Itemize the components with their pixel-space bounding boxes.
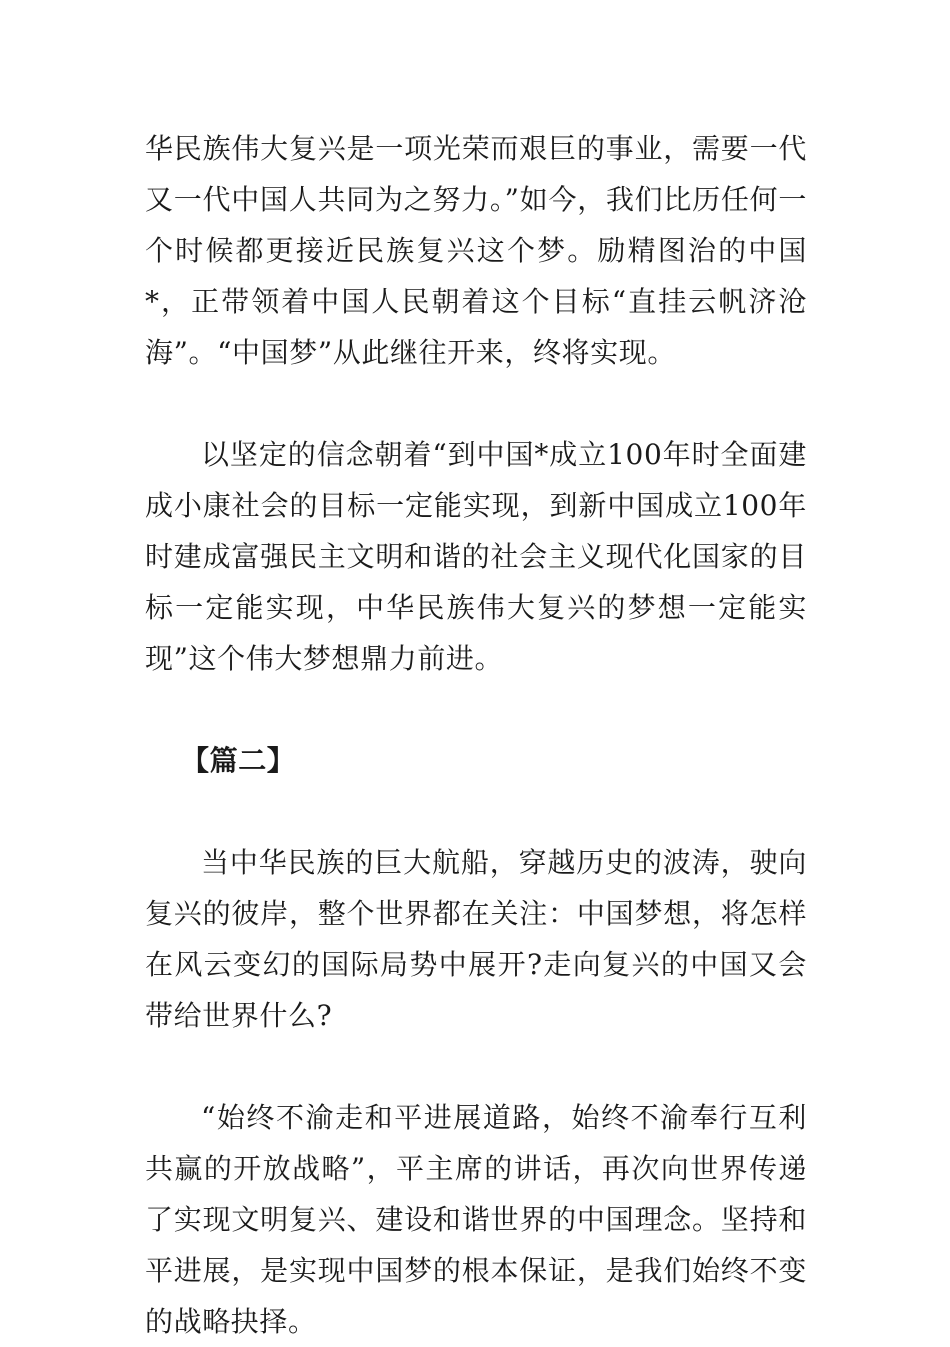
document-body (145, 123, 807, 1347)
paragraph-dream-goals: 以坚定的信念朝着“到中国*成立100年时全面建成小康社会的目标一定能实现，到新中国成立100年时建成富强民主文明和谐的社会主义现代化国家的目标一定能实现，中华民族伟大复兴的梦想一定能实现”这个伟大梦想鼎力前进。 (145, 438, 807, 675)
paragraph-peaceful-development: “始终不渝走和平进展道路，始终不渝奉行互利共赢的开放战略”，平主席的讲话，再次向世界传递了实现文明复兴、建设和谐世界的中国理念。坚持和平进展，是实现中国梦的根本保证，是我们始终不变的战略抉择。 (145, 1101, 807, 1338)
section-heading-part-two: 【篇二】 (181, 744, 296, 777)
paragraph-national-revival: 当中华民族的巨大航船，穿越历史的波涛，驶向复兴的彼岸，整个世界都在关注：中国梦想，将怎样在风云变幻的国际局势中展开?走向复兴的中国又会带给世界什么? (145, 846, 807, 1032)
paragraph-continuation: 华民族伟大复兴是一项光荣而艰巨的事业，需要一代又一代中国人共同为之努力。”如今，我们比历任何一个时候都更接近民族复兴这个梦。励精图治的中国*，正带领着中国人民朝着这个目标“直挂云帆济沧海”。“中国梦”从此继往开来，终将实现。 (145, 132, 807, 369)
